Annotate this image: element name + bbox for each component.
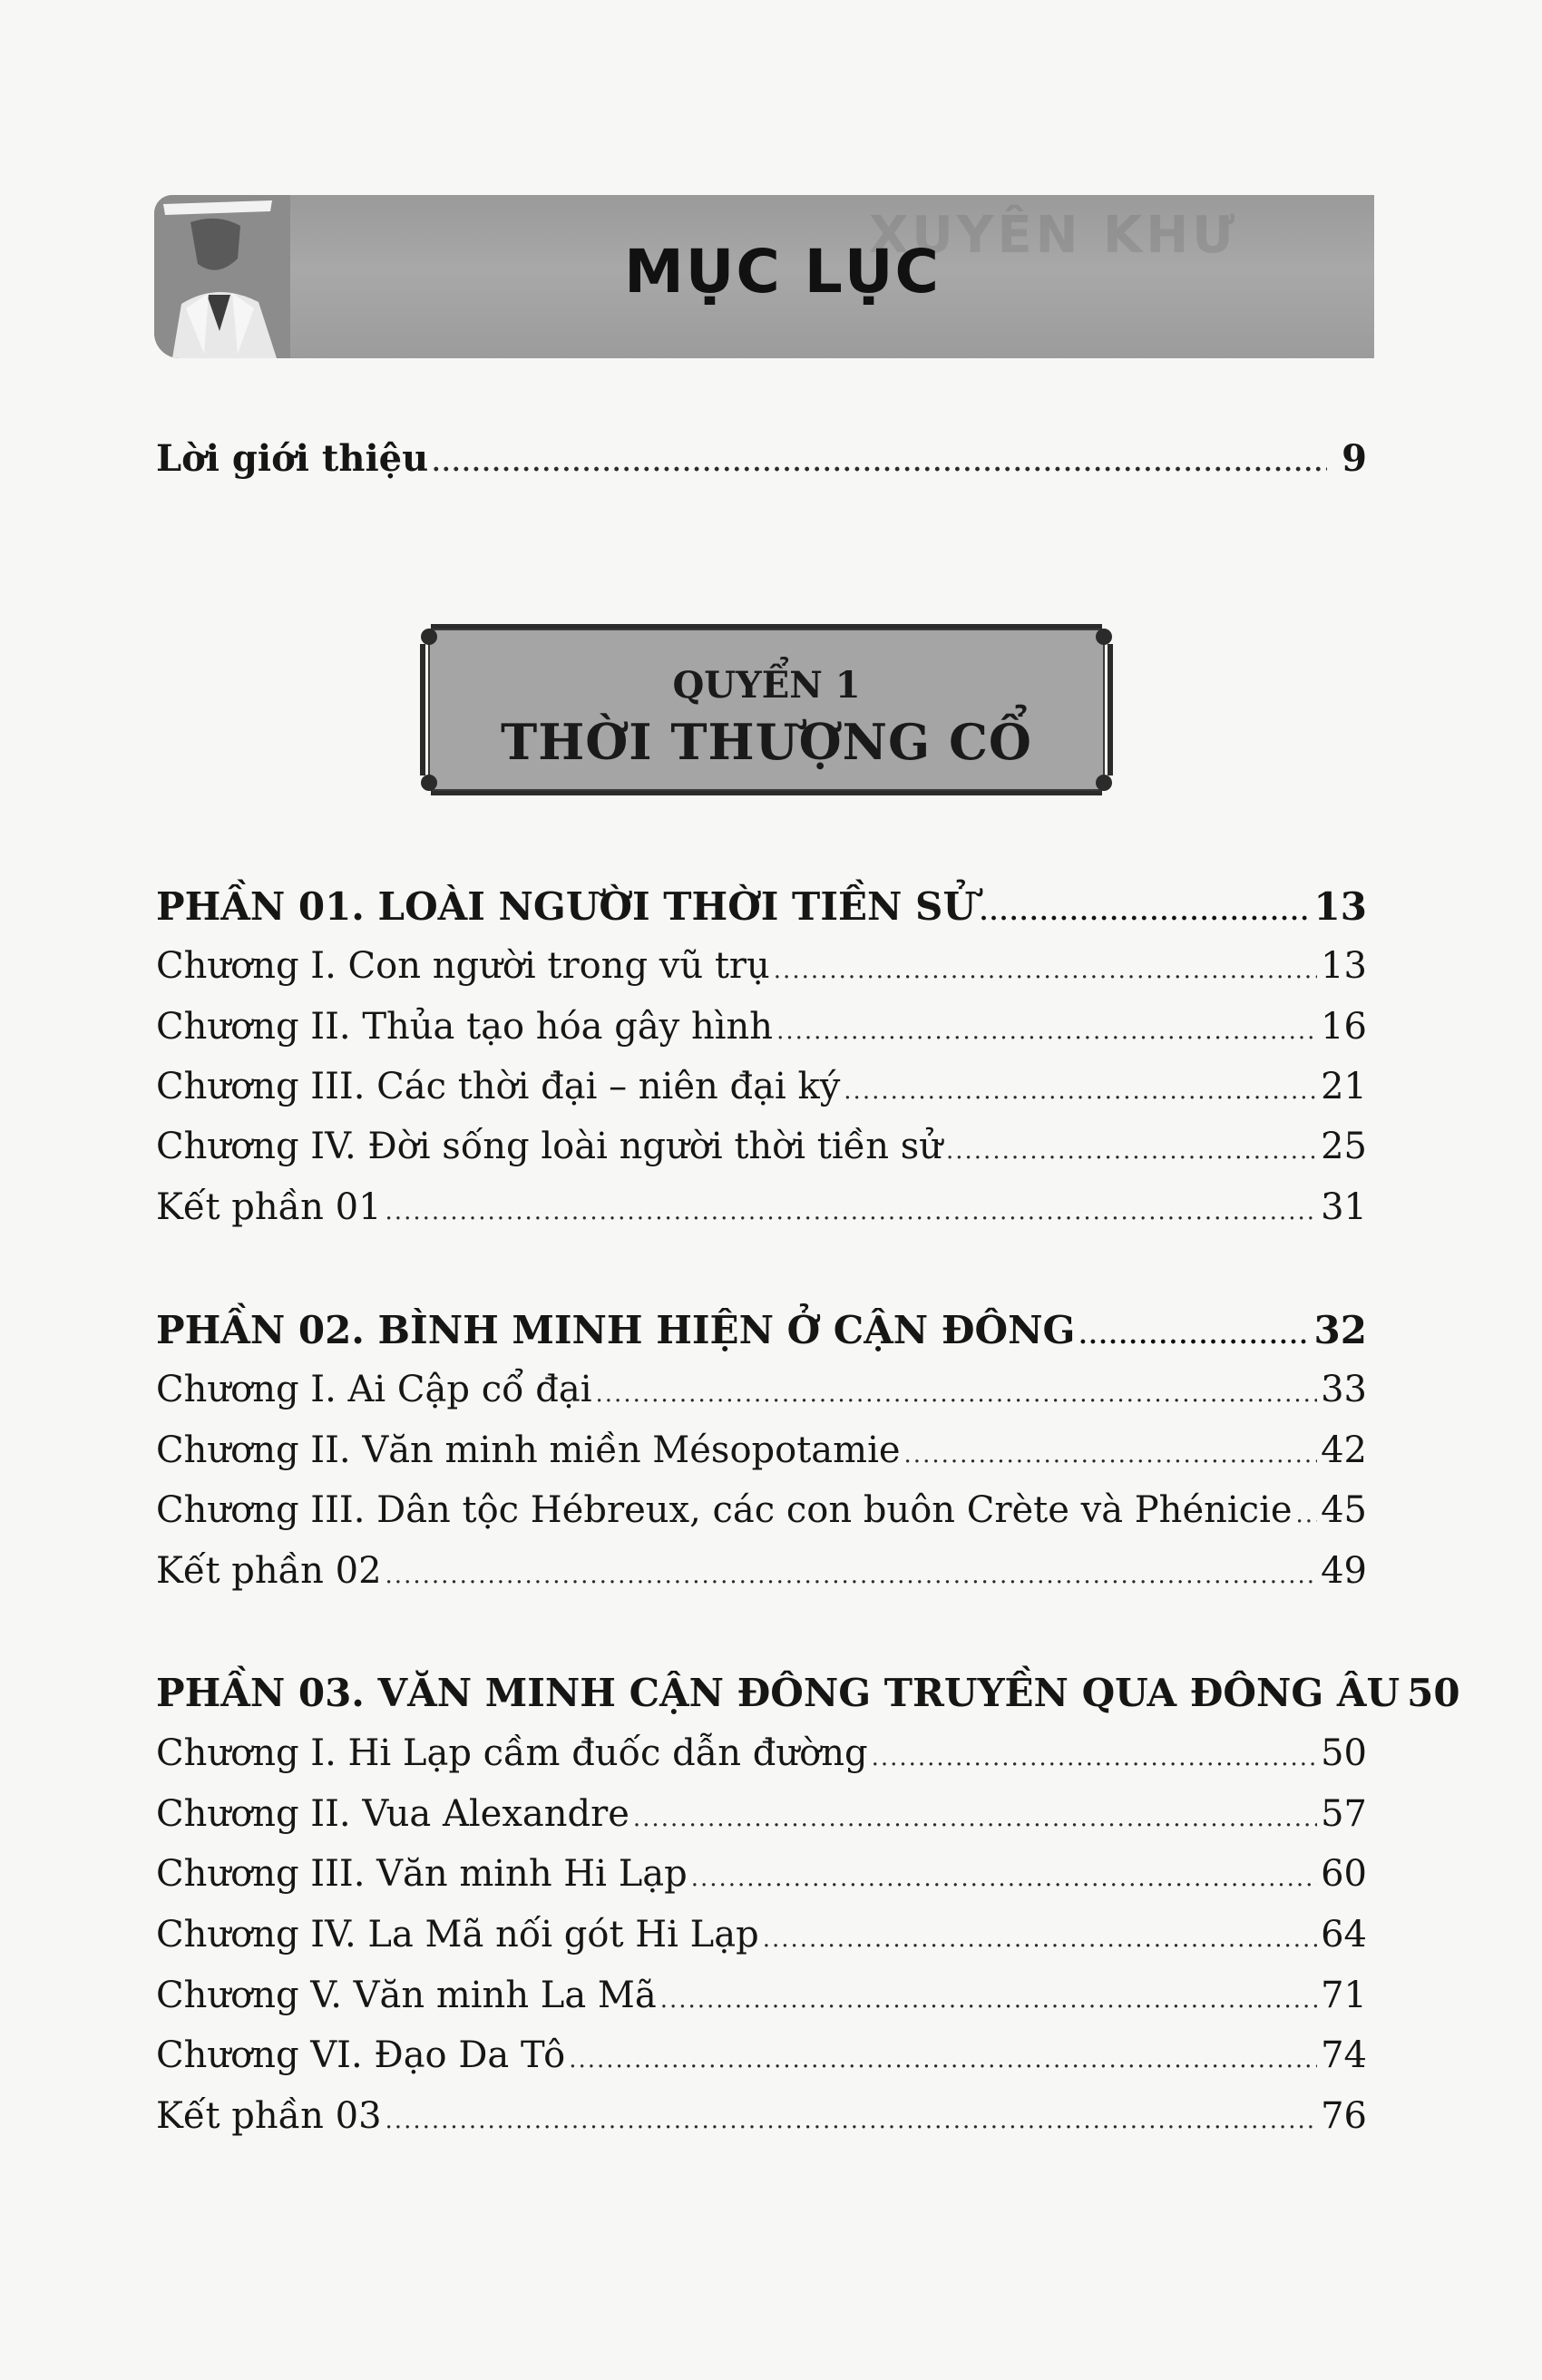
volume-title: THỜI THƯỢNG CỔ [501,713,1032,771]
toc-entry[interactable] [156,1793,1367,1851]
toc-entry[interactable] [156,1975,1367,2033]
toc-entry-label: Chương IV. La Mã nối gót Hi Lạp [156,1914,759,1956]
toc-entry-label: Chương I. Hi Lạp cầm đuốc dẫn đường [156,1732,868,1774]
section-label: PHẦN 01. LOÀI NGƯỜI THỜI TIỀN SỬ [156,884,976,929]
dot-leader [1078,1322,1310,1350]
toc-entry-label: Kết phần 02 [156,1550,382,1592]
toc-entry-label: Chương I. Con người trong vũ trụ [156,945,770,987]
dot-leader [569,2046,1317,2073]
toc-entry-page: 25 [1321,1126,1367,1167]
dot-leader [432,450,1327,477]
toc-entry[interactable] [156,1006,1367,1064]
toc-entry-page: 16 [1321,1006,1367,1048]
toc-entry-page: 57 [1321,1793,1367,1835]
section-page: 13 [1313,884,1367,929]
toc-entry-label: Chương VI. Đạo Da Tô [156,2034,566,2076]
page-title: MỤC LỤC [624,237,941,307]
dot-leader [691,1865,1317,1892]
toc-entry-label: Chương II. Thủa tạo hóa gây hình [156,1006,774,1048]
dot-leader [872,1744,1318,1771]
toc-entry-page: 31 [1321,1186,1367,1228]
toc-entry-label: Chương III. Văn minh Hi Lạp [156,1853,688,1895]
toc-entry-page: 33 [1321,1369,1367,1410]
toc-entry-label: Chương IV. Đời sống loài người thời tiền sử [156,1126,942,1167]
section-page: 50 [1407,1671,1460,1715]
toc-entry-page: 60 [1321,1853,1367,1895]
toc-entry[interactable] [156,1550,1367,1608]
toc-entry[interactable] [156,1369,1367,1427]
toc-entry-label: Chương II. Vua Alexandre [156,1793,629,1835]
section-label: PHẦN 03. VĂN MINH CẬN ĐÔNG TRUYỀN QUA ĐÔNG ÂU [156,1671,1400,1715]
toc-entry[interactable] [156,1126,1367,1184]
toc-entry[interactable] [156,1489,1367,1547]
dot-leader [1296,1501,1318,1528]
toc-entry[interactable] [156,1732,1367,1790]
toc-entry-page: 50 [1321,1732,1367,1774]
toc-entry-page: 71 [1321,1975,1367,2016]
toc-header-banner [154,195,1374,358]
banner-watermark: XUYÊN KHƯ [869,206,1238,265]
toc-entry[interactable] [156,1066,1367,1124]
toc-entry-label: Chương II. Văn minh miền Mésopotamie [156,1429,901,1471]
toc-entry-page: 74 [1321,2034,1367,2076]
dot-leader [660,1986,1317,2014]
toc-entry[interactable] [156,1186,1367,1244]
ornamental-border [413,617,1120,803]
toc-entry-page: 64 [1321,1914,1367,1956]
toc-entry-label: Chương III. Các thời đại – niên đại ký [156,1066,841,1107]
dot-leader [386,1198,1318,1225]
dot-leader [633,1805,1317,1832]
toc-entry-label: Lời giới thiệu [156,437,429,480]
toc-entry-intro[interactable] [156,437,1367,495]
toc-entry-label: Chương III. Dân tộc Hébreux, các con buôn Crète và Phénicie [156,1489,1293,1531]
section-page: 32 [1313,1308,1367,1352]
toc-entry-label: Chương V. Văn minh La Mã [156,1975,657,2016]
dot-leader [763,1926,1317,1953]
toc-section-heading[interactable] [156,1671,1460,1729]
volume-label: QUYỂN 1 [672,664,861,707]
section-label: PHẦN 02. BÌNH MINH HIỆN Ở CẬN ĐÔNG [156,1308,1076,1352]
toc-entry[interactable] [156,1429,1367,1488]
toc-entry-page: 21 [1321,1066,1367,1107]
toc-entry-label: Kết phần 01 [156,1186,382,1228]
dot-leader [776,1018,1317,1045]
toc-entry-page: 9 [1342,437,1367,480]
dot-leader [904,1441,1318,1468]
toc-entry[interactable] [156,1914,1367,1972]
volume-frame [413,617,1120,803]
toc-entry-label: Kết phần 03 [156,2095,382,2137]
dot-leader [774,957,1317,984]
toc-entry-page: 49 [1321,1550,1367,1592]
dot-leader [386,1562,1318,1589]
dot-leader [946,1137,1317,1165]
toc-entry[interactable] [156,945,1367,1003]
toc-entry-label: Chương I. Ai Cập cổ đại [156,1369,592,1410]
dot-leader [386,2107,1318,2134]
toc-section-heading[interactable] [156,884,1367,942]
toc-entry-page: 76 [1321,2095,1367,2137]
toc-entry[interactable] [156,2095,1367,2153]
toc-entry-page: 13 [1321,945,1367,987]
dot-leader [844,1078,1317,1105]
toc-entry-page: 42 [1321,1429,1367,1471]
toc-entry[interactable] [156,2034,1367,2092]
toc-section-heading[interactable] [156,1308,1367,1366]
dot-leader [980,899,1311,926]
toc-entry-page: 45 [1321,1489,1367,1531]
toc-entry[interactable] [156,1853,1367,1911]
dot-leader [596,1380,1318,1408]
